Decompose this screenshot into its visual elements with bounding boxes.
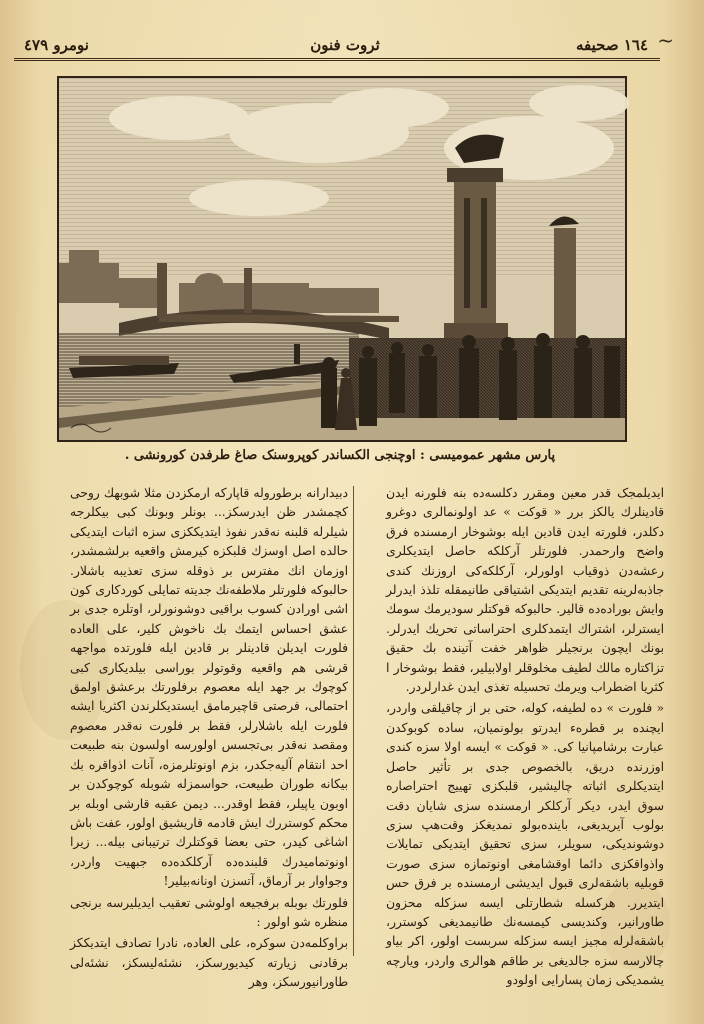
paragraph: فلورتك بوبله برفجیعه اولوشی تعقیب ایدیلیرسه برنجی منظره شو اولور : — [70, 895, 348, 929]
corner-mark: ~ — [657, 28, 674, 52]
issue-number: نومرو ٤٧٩ — [24, 36, 89, 54]
page-header — [14, 34, 676, 58]
header-rule — [14, 58, 660, 61]
left-column — [70, 484, 348, 990]
engraving-illustration — [57, 76, 627, 442]
paragraph: ایدیلمجک قدر معین ومقرر دکلسه‌ده بنه فلورنه ایدن قادینلرك یالکز برر « قوکت » عد اولونمالری دوغرو دکلدر، فلورته ایدن قادین ایله بوشوخار ارمسنده فرق واضح وارحمدر. فلورتلر آرکلکه حاصل ایتدیکلری رعشه‌دن ذوقیاب اولورلر، آرکلکه‌کی اروزنك کندی جاذبه‌لرینه تقدیم ایتدیکی اشتیاقی طانیمقله تلذذ ایدرلر وایش بوراده‌ده قالیر. حالبوکه قوکتلر سودیرمك سومك ایسترلر، اشتراك ایتمدکلری احتراساتی تحریك ایدرلر. بونك ایچون برنجیلر ظواهر خفت آتینده بك حقیق تزاکتاره مالك لطیف مخلوقلر اولابیلیر، فقط بوشوخار ا کثریا اضطراب ویرمك تحسیله تغذی ایدن غدارلردر. — [386, 486, 664, 695]
paragraph: براوکلمه‌دن‌ سوکره، علی العاده، نادرا تصادف ایتدیککز برقادنی زیارته کیدیورسکز، نشئه‌لیسکز، نشئه‌لی طاورانیورسکز، وهر — [70, 936, 348, 990]
paragraph: « فلورت » ده لطیفه، کوله، حتی بر از چاقیلقی واردر، ایچنده بر قطره‌ء ایدرتو بولونمیان، ساده کوبوکدن عبارت برشامپانیا کی. « قوکت » ایسه اولا سزه کندی اوزرنده دریق، بالخصوص جدی بر تأثیر حاصل ایتدیکلری اثباته چالیشیر، قلبکزی تهییج احتراصاره سوق ایدر، دیکر آرکلکر ارمسنده سزی شایان دقت بولوب آیریدیغی، باینده‌بولو نمدیغکز وقت‌هپ سزی دوشوندیکی، سویلر، سزی تحقیق ایتدیکی تمایلات واذواقکزی دائما اوقشامغی اونوتمازه سزی صورت قوبلیه باشقه‌لری قبول ایدیشی ارمسنده بر فرق حس ایتدیرر. هرکسله شطارتلی ایسه سزکله محزون طاورانیر، وکندیسی کیمسه‌نك طانیمدیغی کوسترر، باشقه‌لرله مجیز ایسه سزکله سربست اولور، اکر بیاو چالارسه سزه جالدیغی بر طاقم هوالری واردر، ویارچه‌ یشمدیکی زمان پسارایی اولودو — [386, 701, 664, 988]
illustration-caption: پارس مشهر عمومیسی : اوچنجی الکساندر کوپروسنک صاغ طرفدن کورونشی . — [124, 448, 556, 463]
right-column — [386, 484, 664, 988]
page-number: ١٦٤ صحیفه — [576, 36, 648, 54]
paragraph: دبیدارانه برطوروله قاپارکه ارمکزدن مثلا شوبهك روحی کچمشدر ظن ایدرسکز... بونلر وبونك کبی بیکلرجه شیلرله قلبنه نه‌قدر نفوذ ایتدیککزی سزه اثبات ایتدیکی حالده اصل اوسزك قلبکزه کیرمش واقعیه برلشمشدر، اوزمان انك مفترس بر ذوقله سزی تعذیبه باشلار. حالبوکه فلورتلر ملاطفه‌نك جدیته تمایلی کوردکاری کون اشی اورادن کسوب براقیی دوشونورلر، اوتلره جدی بر عشق احساس ایتمك بك ناخوش کلیر، علی العاده فلورت ایدیلن قادینلر بر قادین ایله فلورتده مواجهه قرشی هم واقعیه وقوتولر بوراسی بیلدیکاری کبی کوچوك بر جهد ایله معصوم برفلورتك برعشق اولمق احتمالی، فرصتی قاچیرمامق ایستدیکلرندن اکثریا ایشه فلورت ایله باشلارلر، فقط بر فلورت نه‌قدر معصوم ومقصد نه‌قدر بی‌تجسس اولورسه اولسون بنه طبیعت احد انتقام آلیه‌جکدر، بزم اونوتلرمزه، آنات اذواقره‌ بك بیکانه طوران طبیعت، حواسمزله شوبله کوچوکدن بر اوبون یاپیلر، فقط اوقدر... دیمن عقبه قارشی اوبله بر محکم کوستررك ایش قادمه قاریشیق اولور، عفت باش اشاغی کیدر، حتی بعضا قوکتلرك ترتیبانی بیله... زیرا اونوتمامیدرك قلبنده‌ده آرکلکده‌ده جبهیت واردر، وجواوار بر آرماق، آتسزن اونانه‌بیلیر! — [70, 486, 348, 889]
column-divider — [353, 486, 354, 956]
journal-title: ثروت فنون — [310, 36, 380, 54]
